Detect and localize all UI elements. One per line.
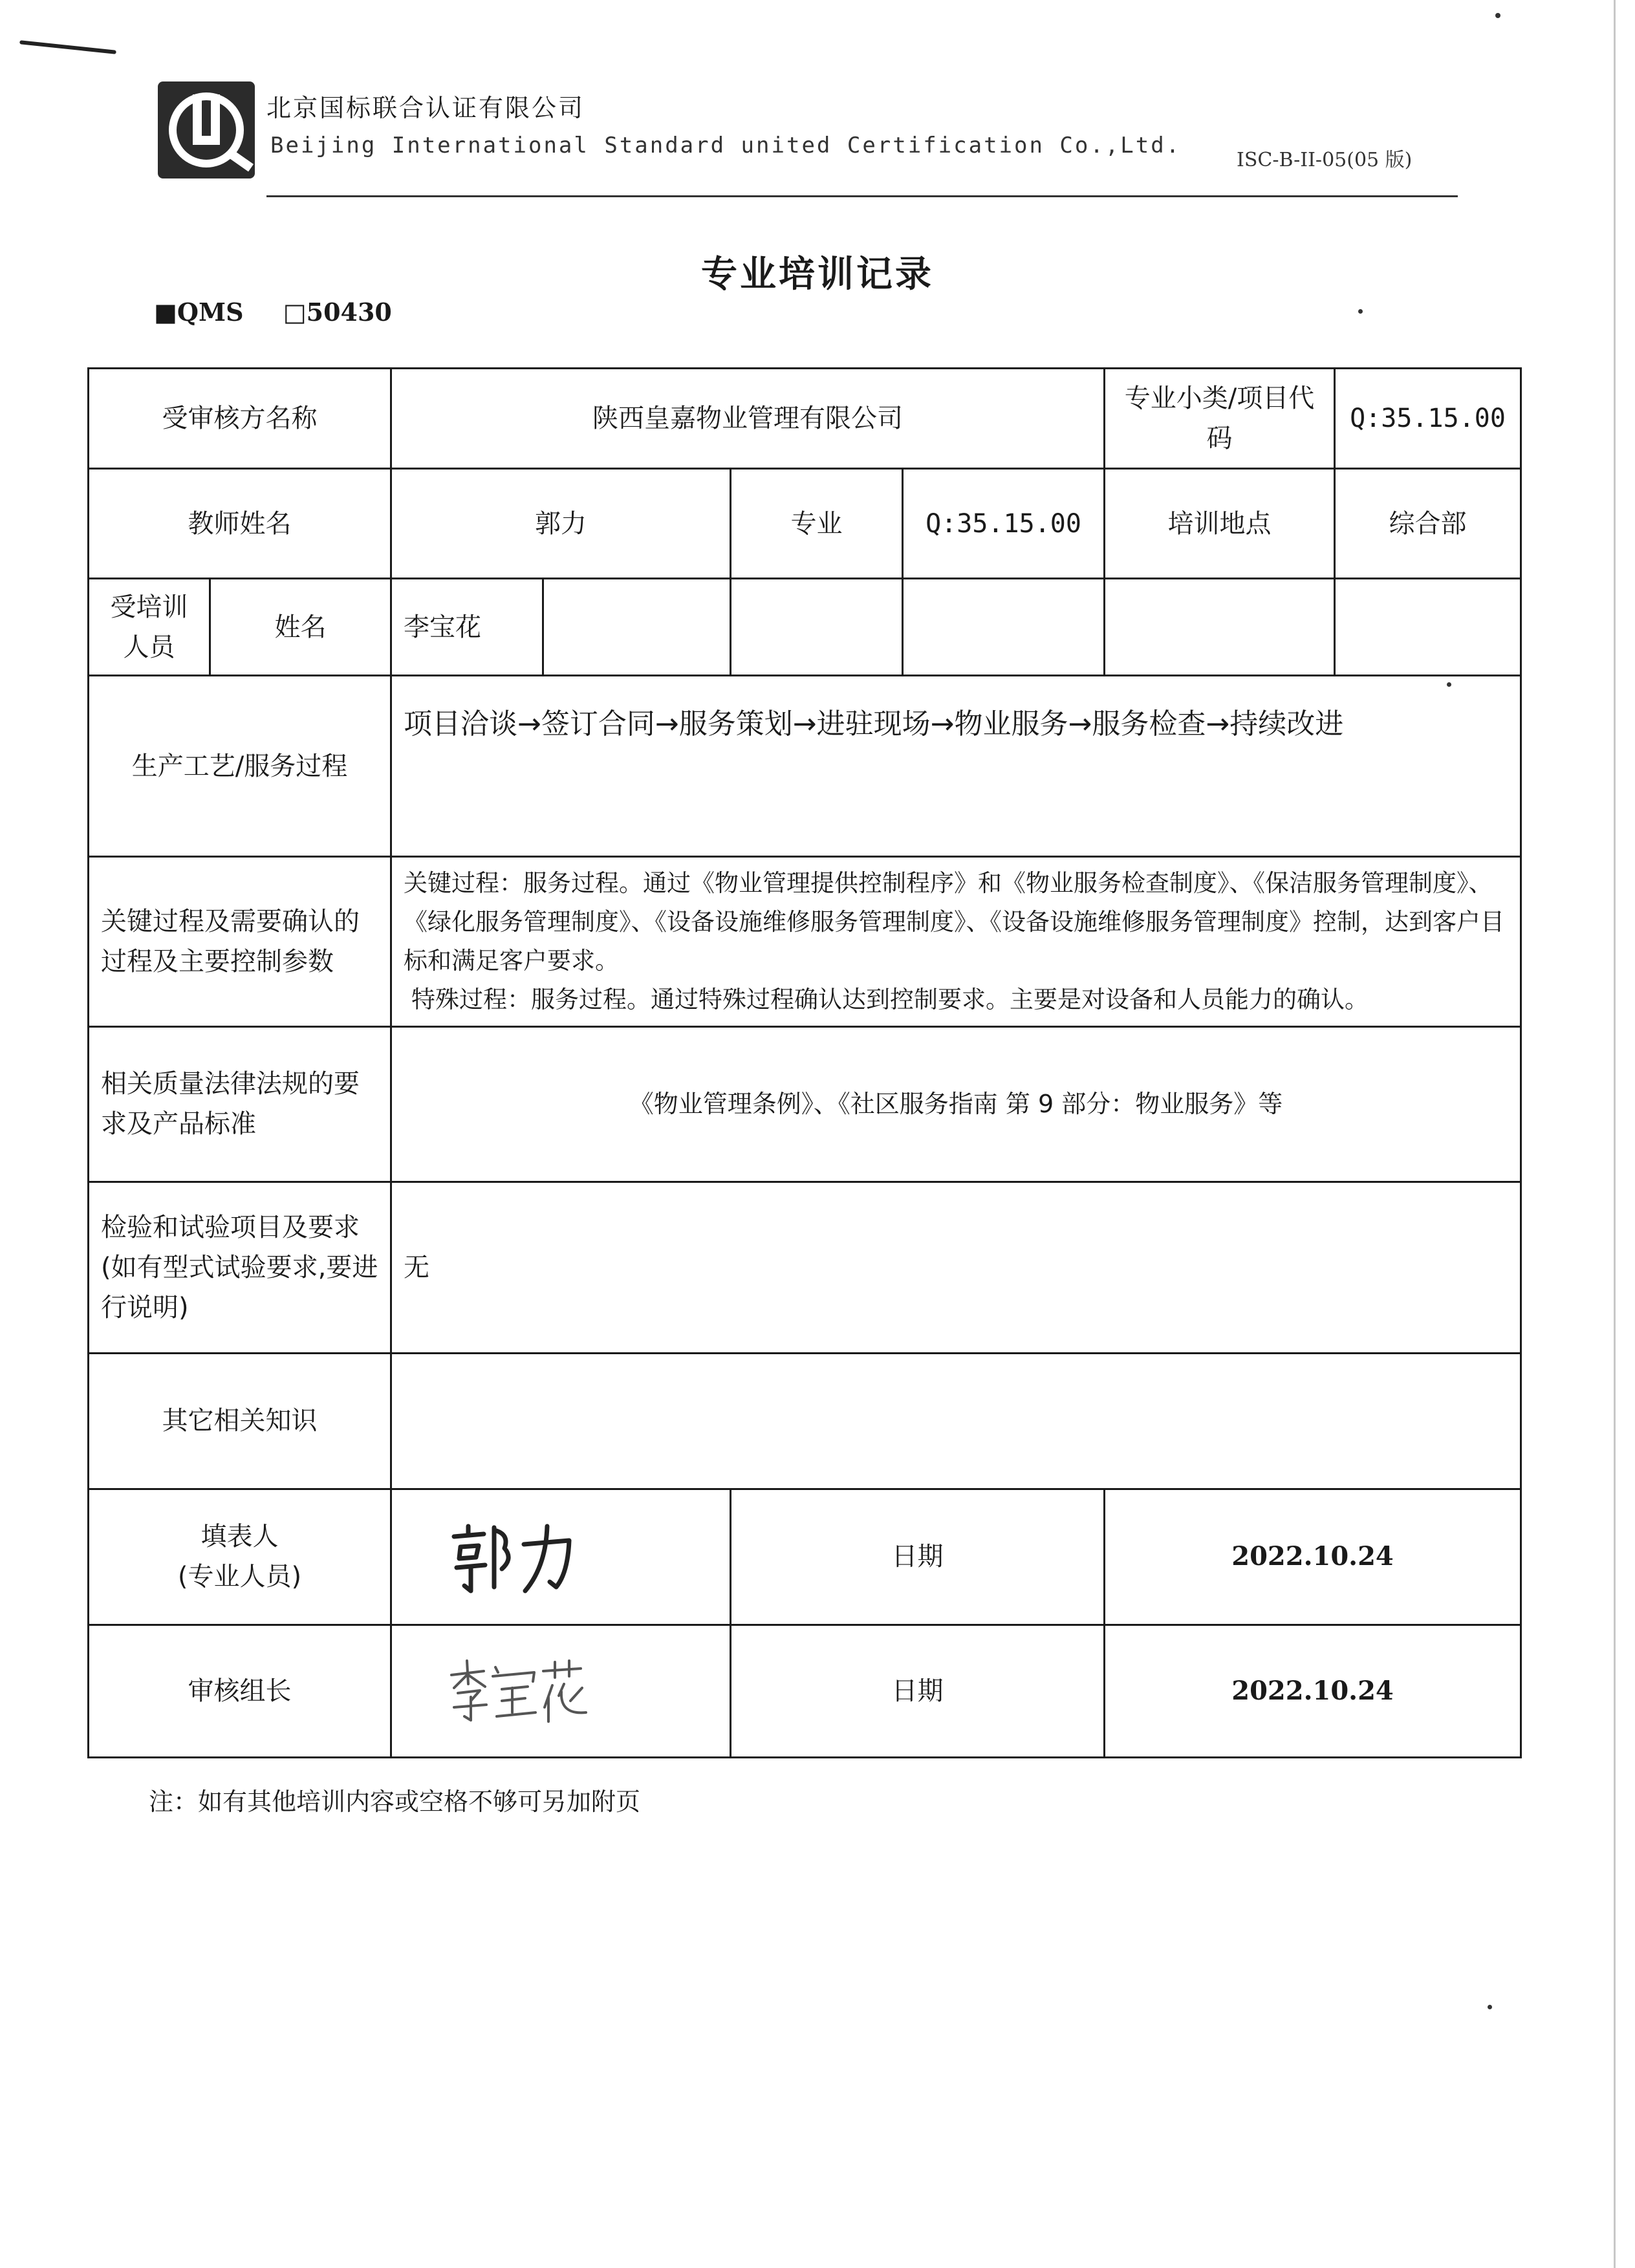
key-process-text: 关键过程：服务过程。通过《物业管理提供控制程序》和《物业服务检查制度》、《保洁服务管理制度》、《绿化服务管理制度》、《设备设施维修服务管理制度》、《设备设施维修服务管理制度》控制，达到客户目标和满足客户要求。 bbox=[404, 869, 1504, 975]
other-knowledge-label: 其它相关知识 bbox=[89, 1353, 391, 1489]
teacher-label: 教师姓名 bbox=[89, 469, 391, 579]
special-process-text: 特殊过程：服务过程。通过特殊过程确认达到控制要求。主要是对设备和人员能力的确认。 bbox=[411, 985, 1369, 1013]
key-process-value bbox=[391, 857, 1521, 1027]
table-row bbox=[89, 1489, 1521, 1625]
test-value: 无 bbox=[391, 1182, 1521, 1353]
empty-cell bbox=[731, 579, 903, 676]
empty-cell bbox=[1335, 579, 1521, 676]
trainee-name-value: 李宝花 bbox=[391, 579, 543, 676]
empty-cell bbox=[1105, 579, 1335, 676]
scan-speck bbox=[1488, 2005, 1492, 2009]
table-row bbox=[89, 1353, 1521, 1489]
auditee-label: 受审核方名称 bbox=[89, 369, 391, 469]
table-row bbox=[89, 1182, 1521, 1353]
trainee-name-label: 姓名 bbox=[210, 579, 391, 676]
empty-cell bbox=[903, 579, 1105, 676]
teacher-value: 郭力 bbox=[391, 469, 731, 579]
company-name-cn: 北京国标联合认证有限公司 bbox=[266, 94, 585, 122]
company-name-en: Beijing International Standard united Certification Co.,Ltd. bbox=[270, 133, 1182, 158]
date-label: 日期 bbox=[731, 1625, 1105, 1757]
trainee-label: 受培训人员 bbox=[89, 579, 210, 676]
filler-date: 2022.10.24 bbox=[1105, 1489, 1521, 1625]
filler-signature bbox=[391, 1489, 731, 1625]
table-row bbox=[89, 1026, 1521, 1182]
scan-speck bbox=[1358, 309, 1363, 314]
standard-selection bbox=[154, 297, 423, 327]
location-label: 培训地点 bbox=[1105, 469, 1335, 579]
auditee-value: 陕西皇嘉物业管理有限公司 bbox=[391, 369, 1105, 469]
major-value: Q:35.15.00 bbox=[903, 469, 1105, 579]
test-label: 检验和试验项目及要求(如有型式试验要求,要进行说明) bbox=[89, 1182, 391, 1353]
leader-date: 2022.10.24 bbox=[1105, 1625, 1521, 1757]
table-row bbox=[89, 857, 1521, 1027]
table-row bbox=[89, 579, 1521, 676]
header-divider bbox=[266, 195, 1458, 197]
footnote: 注：如有其他培训内容或空格不够可另加附页 bbox=[149, 1787, 641, 1816]
process-label: 生产工艺/服务过程 bbox=[89, 676, 391, 857]
other-knowledge-value bbox=[391, 1353, 1521, 1489]
checkbox-checked-icon: ■ bbox=[154, 297, 177, 327]
table-row bbox=[89, 369, 1521, 469]
leader-label: 审核组长 bbox=[89, 1625, 391, 1757]
standard-50430[interactable]: □50430 bbox=[283, 297, 392, 327]
scan-pen-mark bbox=[19, 40, 116, 54]
company-logo-icon bbox=[155, 79, 257, 182]
major-label: 专业 bbox=[731, 469, 903, 579]
standard-qms[interactable]: ■QMS bbox=[154, 297, 244, 327]
process-value: 项目洽谈→签订合同→服务策划→进驻现场→物业服务→服务检查→持续改进 bbox=[391, 676, 1521, 857]
table-row bbox=[89, 1625, 1521, 1757]
date-label: 日期 bbox=[731, 1489, 1105, 1625]
handwritten-signature bbox=[442, 1656, 598, 1727]
location-value: 综合部 bbox=[1335, 469, 1521, 579]
empty-cell bbox=[543, 579, 731, 676]
table-row bbox=[89, 676, 1521, 857]
scan-speck bbox=[1495, 13, 1500, 18]
category-value: Q:35.15.00 bbox=[1335, 369, 1521, 469]
law-value: 《物业管理条例》、《社区服务指南 第 9 部分：物业服务》等 bbox=[391, 1026, 1521, 1182]
table-row bbox=[89, 469, 1521, 579]
scan-edge bbox=[1614, 0, 1616, 2268]
checkbox-unchecked-icon: □ bbox=[283, 297, 307, 327]
filler-label: 填表人 (专业人员) bbox=[89, 1489, 391, 1625]
handwritten-signature bbox=[442, 1515, 585, 1599]
leader-signature bbox=[391, 1625, 731, 1757]
key-process-label: 关键过程及需要确认的过程及主要控制参数 bbox=[89, 857, 391, 1027]
training-record-table bbox=[87, 367, 1522, 1758]
page-title: 专业培训记录 bbox=[701, 254, 934, 296]
law-label: 相关质量法律法规的要求及产品标准 bbox=[89, 1026, 391, 1182]
category-label: 专业小类/项目代码 bbox=[1105, 369, 1335, 469]
form-code: ISC-B-II-05(05 版) bbox=[1237, 149, 1413, 171]
